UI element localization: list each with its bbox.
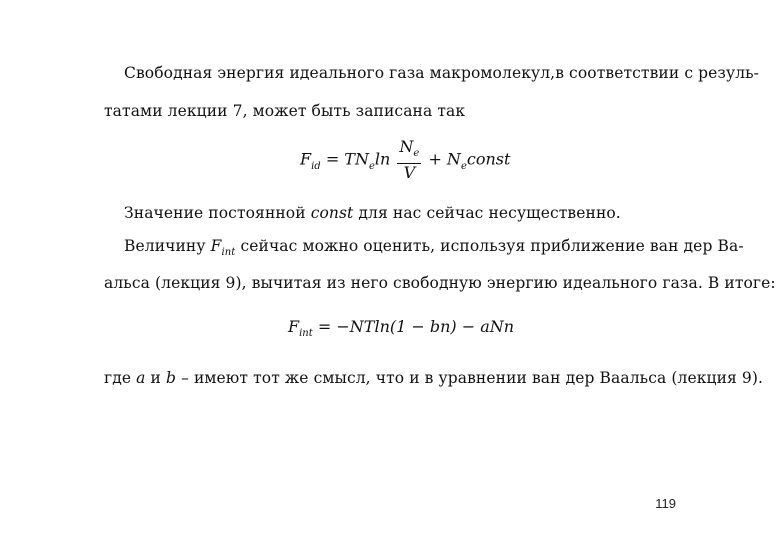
paragraph-1-line-2: [104, 101, 465, 121]
formula-symbol: F: [288, 317, 300, 336]
formula-subscript: e: [460, 160, 467, 172]
formula-subscript: id: [311, 160, 321, 172]
text-fragment: для нас сейчас несущественно.: [353, 204, 621, 222]
formula-fraction: [397, 138, 421, 182]
formula-symbol: + N: [428, 149, 461, 169]
text-fragment: татами лекции 7, может быть записана так: [104, 102, 466, 120]
formula-subscript: int: [299, 328, 313, 340]
formula-symbol: F: [300, 149, 312, 169]
text-fragment: F: [210, 237, 222, 255]
formula-free-energy-ideal: [300, 138, 510, 182]
text-fragment: const: [310, 204, 354, 222]
text-fragment: a: [136, 369, 146, 387]
formula-symbol: = TN: [325, 149, 369, 169]
text-fragment: в соответствии с резуль-: [555, 64, 760, 82]
text-fragment: Величину: [124, 237, 211, 255]
paragraph-2: [124, 203, 621, 223]
text-fragment: и: [145, 369, 167, 387]
paragraph-4: [104, 368, 763, 388]
text-fragment: сейчас можно оценить, используя приближение ван дер Ва-: [235, 237, 744, 255]
formula-free-energy-interaction: [288, 317, 514, 339]
formula-subscript: int: [221, 247, 236, 259]
page-number: 119: [655, 496, 676, 511]
fraction-denominator: V: [403, 163, 416, 183]
text-fragment: b: [166, 369, 177, 387]
text-fragment: альса (лекция 9), вычитая из него свободную энергию идеального газа. В итоге:: [104, 274, 776, 292]
text-fragment: Значение постоянной: [124, 204, 311, 222]
formula-symbol: = −NTln(1 − bn) − aNn: [317, 317, 515, 336]
text-fragment: Свободная энергия идеального газа макромолекул,: [124, 64, 556, 82]
formula-subscript: e: [413, 148, 420, 160]
paragraph-3-line-2: [104, 273, 776, 293]
formula-subscript: e: [368, 160, 375, 172]
formula-symbol: ln: [374, 149, 391, 169]
paragraph-1-line-1: [124, 63, 760, 83]
formula-symbol: const: [466, 149, 511, 169]
paragraph-3-line-1: [124, 236, 744, 263]
text-fragment: где: [104, 369, 137, 387]
text-fragment: – имеют тот же смысл, что и в уравнении ван дер Ваальса (лекция 9).: [176, 369, 764, 387]
fraction-numerator: N: [399, 137, 414, 156]
